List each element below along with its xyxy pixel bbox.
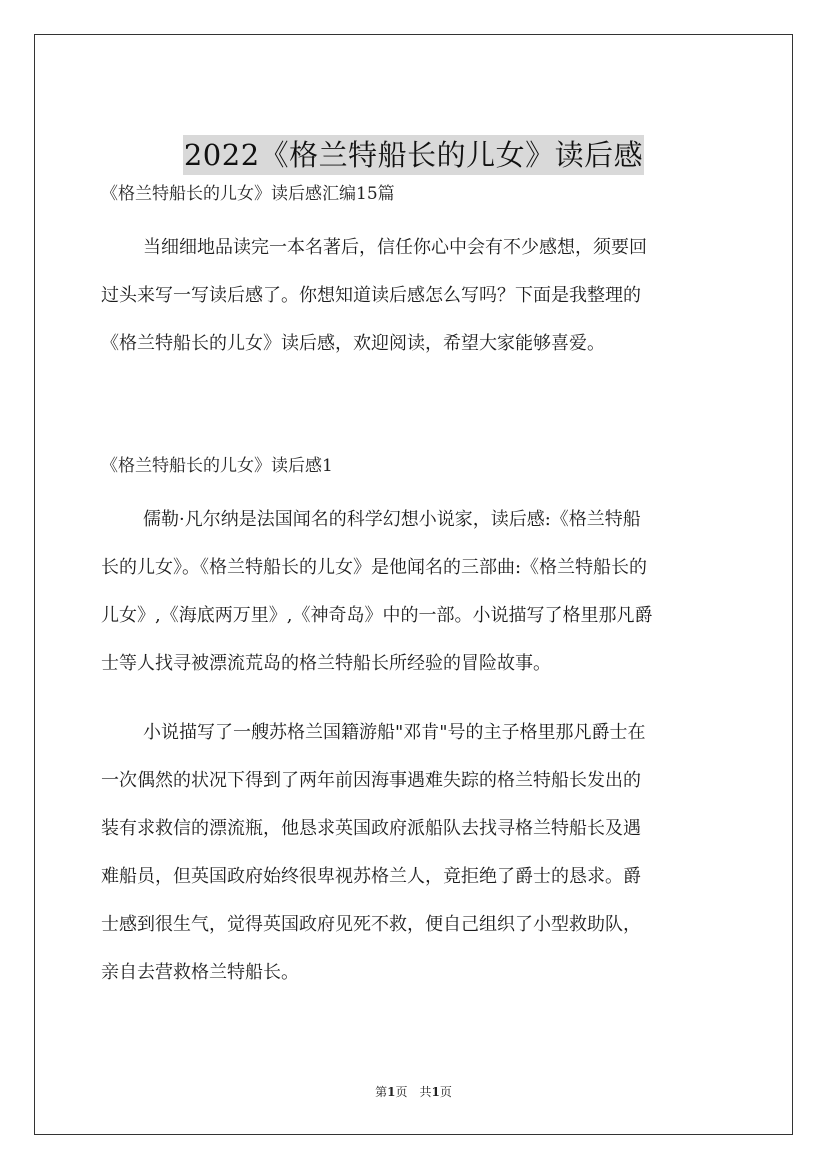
paragraph-line: 儒勒·凡尔纳是法国闻名的科学幻想小说家，读后感:《格兰特船 [143, 509, 641, 530]
intro-line: 过头来写一写读后感了。你想知道读后感怎么写吗？下面是我整理的 [101, 285, 641, 306]
paragraph-line: 士感到很生气，觉得英国政府见死不救，便自己组织了小型救助队， [101, 914, 641, 935]
paragraph-line: 难船员，但英国政府始终很卑视苏格兰人，竟拒绝了爵士的恳求。爵 [101, 866, 641, 887]
paragraph-line: 儿女》,《海底两万里》,《神奇岛》中的一部。小说描写了格里那凡爵 [101, 605, 653, 626]
section1-paragraph-1 [101, 496, 729, 688]
document-page [34, 34, 793, 1135]
intro-paragraph [101, 224, 729, 368]
section1-paragraph-2 [101, 709, 729, 997]
footer-prefix: 第 [375, 1085, 388, 1099]
intro-line: 当细细地品读完一本名著后，信任你心中会有不少感想，须要回 [143, 237, 647, 258]
paragraph-line: 一次偶然的状况下得到了两年前因海事遇难失踪的格兰特船长发出的 [101, 770, 641, 791]
document-subtitle: 《格兰特船长的儿女》读后感汇编15篇 [101, 184, 395, 204]
document-title: 2022《格兰特船长的儿女》读后感 [183, 135, 644, 175]
title-container [35, 135, 792, 175]
footer-mid: 页 共 [395, 1085, 432, 1099]
page-footer [35, 1083, 792, 1100]
intro-line: 《格兰特船长的儿女》读后感，欢迎阅读，希望大家能够喜爱。 [101, 333, 605, 354]
footer-suffix: 页 [439, 1085, 452, 1099]
paragraph-line: 长的儿女》。《格兰特船长的儿女》是他闻名的三部曲:《格兰特船长的 [101, 557, 648, 578]
footer-page-number: 1 [387, 1085, 396, 1099]
paragraph-line: 士等人找寻被漂流荒岛的格兰特船长所经验的冒险故事。 [101, 653, 551, 674]
section-heading: 《格兰特船长的儿女》读后感1 [101, 456, 333, 476]
paragraph-line: 小说描写了一艘苏格兰国籍游船"邓肯"号的主子格里那凡爵士在 [143, 722, 646, 743]
paragraph-line: 亲自去营救格兰特船长。 [101, 962, 299, 983]
paragraph-line: 装有求救信的漂流瓶，他恳求英国政府派船队去找寻格兰特船长及遇 [101, 818, 641, 839]
footer-total-pages: 1 [431, 1085, 440, 1099]
